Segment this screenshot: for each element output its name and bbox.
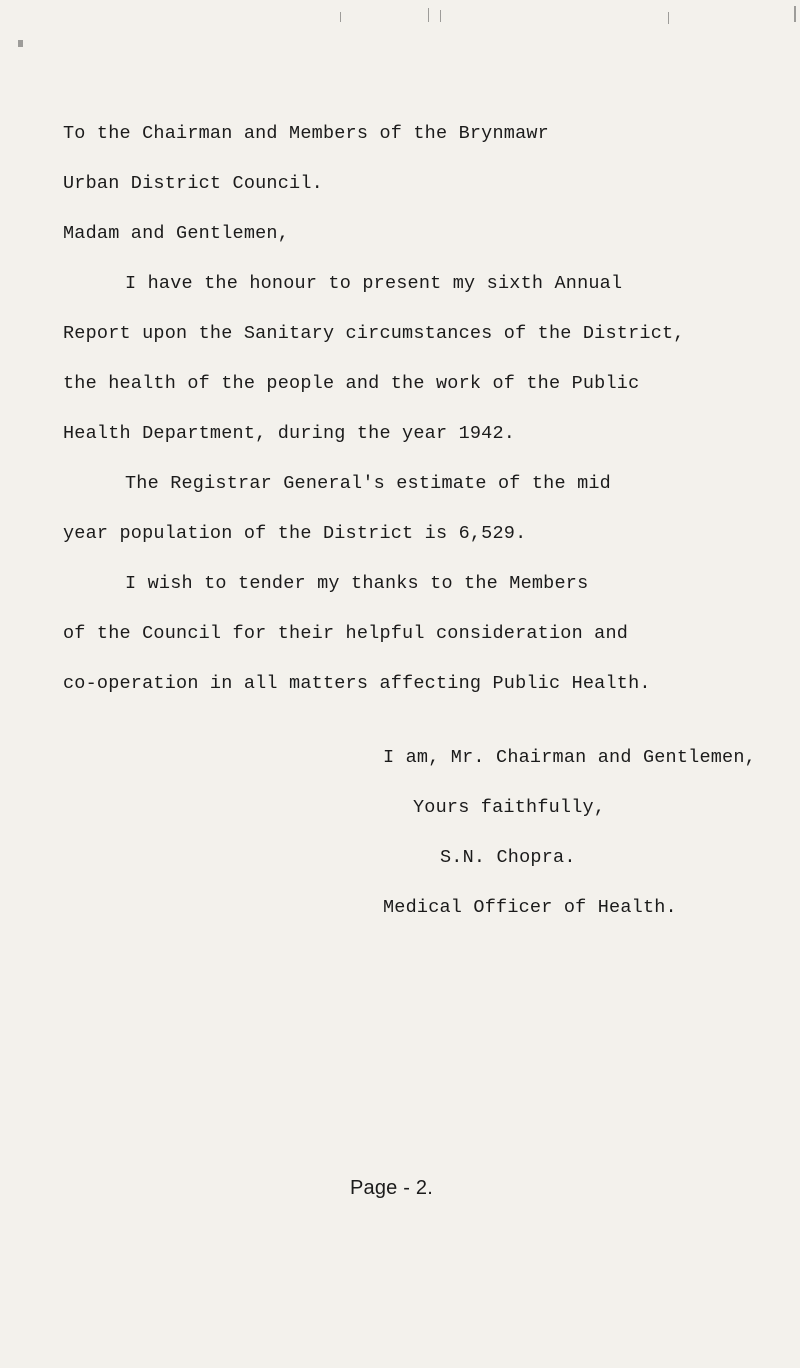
- paragraph-3-line-2: of the Council for their helpful consideration and: [63, 623, 629, 644]
- salutation-line-2: Urban District Council.: [63, 173, 323, 194]
- paragraph-3-line-3: co-operation in all matters affecting Public Health.: [63, 673, 651, 694]
- paragraph-2-line-1: The Registrar General's estimate of the mid: [125, 473, 611, 494]
- paragraph-1-line-1: I have the honour to present my sixth Annual: [125, 273, 623, 294]
- salutation-line-1: To the Chairman and Members of the Brynmawr: [63, 123, 549, 144]
- paragraph-1-line-4: Health Department, during the year 1942.: [63, 423, 516, 444]
- greeting: Madam and Gentlemen,: [63, 223, 290, 244]
- paragraph-3-line-1: I wish to tender my thanks to the Members: [125, 573, 589, 594]
- page-number: Page - 2.: [350, 1177, 433, 1199]
- paragraph-1-line-2: Report upon the Sanitary circumstances of the District,: [63, 323, 685, 344]
- closing-line: I am, Mr. Chairman and Gentlemen,: [383, 747, 756, 768]
- signatory-name: S.N. Chopra.: [440, 847, 576, 868]
- valediction: Yours faithfully,: [413, 797, 606, 818]
- paragraph-2-line-2: year population of the District is 6,529.: [63, 523, 527, 544]
- signatory-title: Medical Officer of Health.: [383, 897, 677, 918]
- paragraph-1-line-3: the health of the people and the work of the Public: [63, 373, 640, 394]
